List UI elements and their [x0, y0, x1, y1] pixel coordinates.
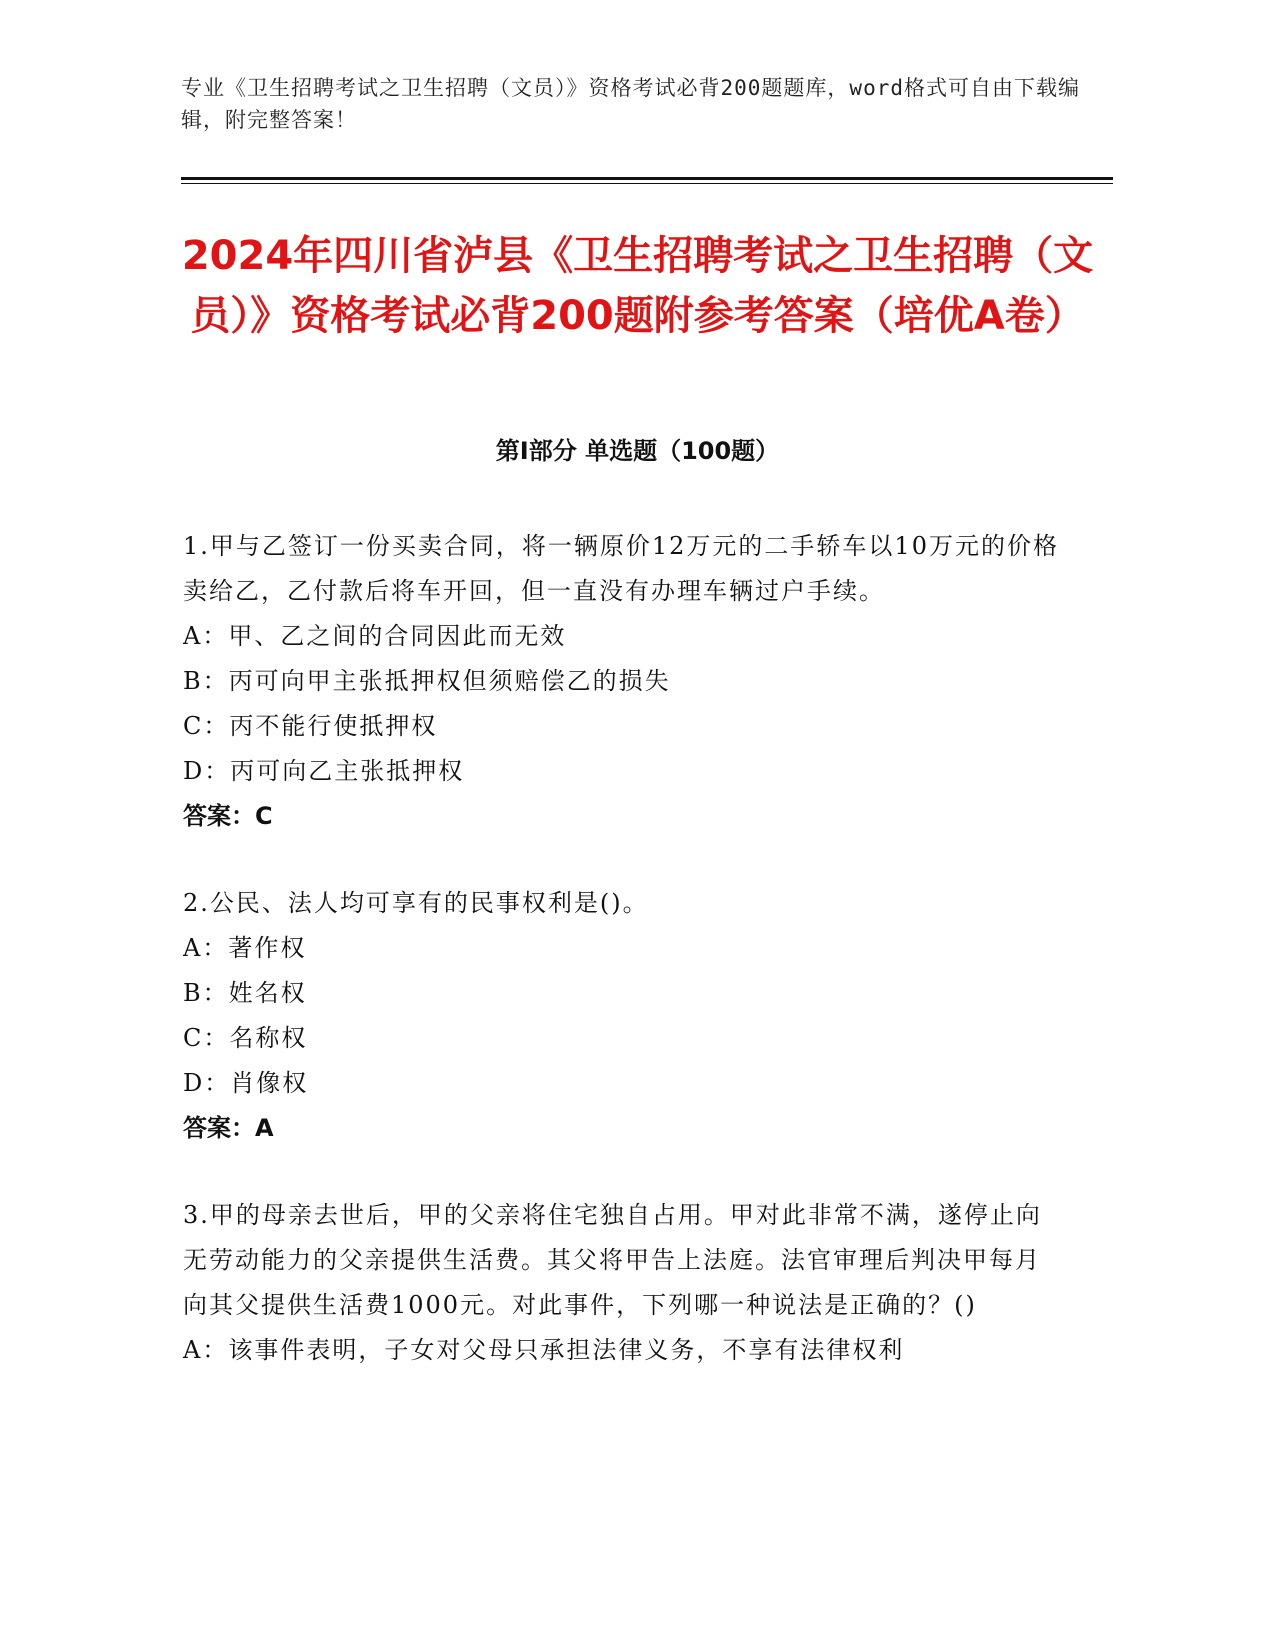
option-c: C：名称权 [183, 1024, 308, 1052]
question-stem: 1.甲与乙签订一份买卖合同，将一辆原价12万元的二手轿车以10万元的价格卖给乙，乙付款后将车开回，但一直没有办理车辆过户手续。 [183, 532, 1059, 605]
question-list [183, 524, 1063, 1415]
option-c: C：丙不能行使抵押权 [183, 712, 438, 740]
question-3 [183, 1193, 1063, 1373]
document-title: 2024年四川省泸县《卫生招聘考试之卫生招聘（文员）》资格考试必背200题附参考答案（培优A卷） [181, 233, 1094, 339]
option-a: A：该事件表明，子女对父母只承担法律义务，不享有法律权利 [183, 1336, 905, 1364]
answer: 答案：C [183, 802, 273, 830]
option-a: A：著作权 [183, 934, 307, 962]
option-a: A：甲、乙之间的合同因此而无效 [183, 622, 567, 650]
header-divider-thin [181, 183, 1113, 184]
answer: 答案：A [183, 1114, 274, 1142]
option-d: D：肖像权 [183, 1069, 309, 1097]
option-b: B：丙可向甲主张抵押权但须赔偿乙的损失 [183, 667, 671, 695]
section-title: 第I部分 单选题（100题） [495, 437, 780, 465]
option-d: D：丙可向乙主张抵押权 [183, 757, 465, 785]
question-1 [183, 524, 1063, 839]
question-stem: 2.公民、法人均可享有的民事权利是()。 [183, 889, 649, 917]
question-2 [183, 881, 1063, 1151]
header-note: 专业《卫生招聘考试之卫生招聘（文员）》资格考试必背200题题库，word格式可自由下载编辑，附完整答案！ [181, 76, 1080, 132]
option-b: B：姓名权 [183, 979, 307, 1007]
question-stem: 3.甲的母亲去世后，甲的父亲将住宅独自占用。甲对此非常不满，遂停止向无劳动能力的父亲提供生活费。其父将甲告上法庭。法官审理后判决甲每月向其父提供生活费1000元。对此事件，下列哪一种说法是正确的？() [183, 1201, 1042, 1319]
header-divider [181, 177, 1113, 180]
